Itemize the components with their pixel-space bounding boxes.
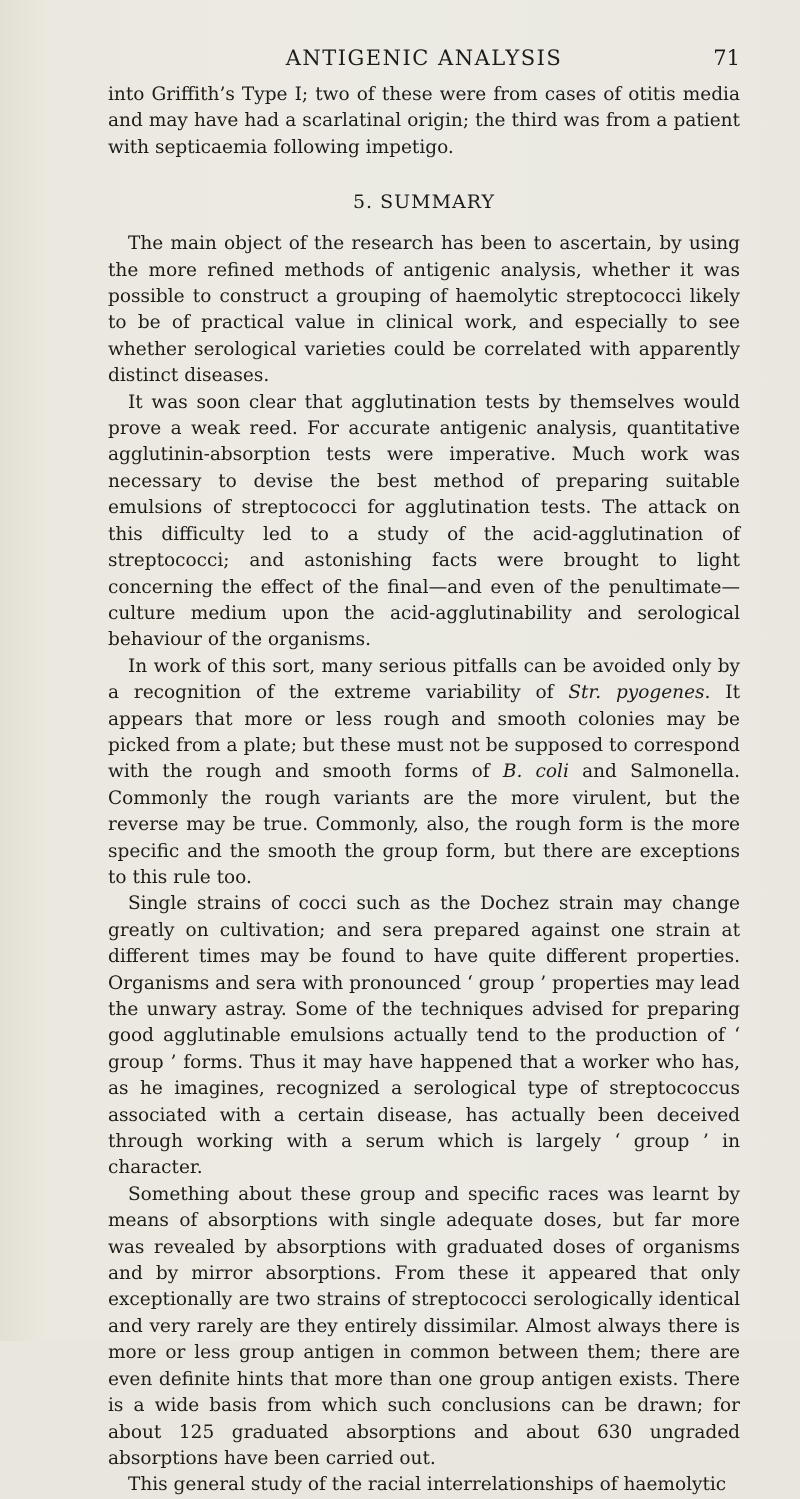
running-head: ANTIGENIC ANALYSIS	[285, 46, 563, 70]
paragraph-text: . It appears that more or less rough and smooth colonies may be picked from a plate; but these must not be supposed to correspond with the rough and smooth forms of	[108, 682, 740, 783]
summary-paragraph-3	[108, 654, 740, 892]
paragraph-text: In work of this sort, many serious pitfalls can be avoided only by a recognition of the extreme variability of	[108, 655, 740, 704]
species-name-italic: B. coli	[502, 761, 569, 783]
summary-paragraph-2: It was soon clear that agglutination tests by themselves would prove a weak reed. For accurate antigenic analysis, quantitative agglutinin-absorption tests were imperative. Much work was necessary to devise the best method of preparing suitable emulsions of streptococci for agglutination tests. The attack on this difficulty led to a study of the acid-agglutination of streptococci; and astonishing facts were brought to light concerning the effect of the final—and even of the penultimate—culture medium upon the acid-agglutinability and serological behaviour of the organisms.	[108, 391, 740, 651]
summary-paragraph-1: The main object of the research has been to ascertain, by using the more refined methods of antigenic analysis, whether it was possible to construct a grouping of haemolytic streptococci likely to be of practical value in clinical work, and especially to see whether serological varieties could be correlated with apparently distinct diseases.	[108, 233, 740, 387]
page-body	[108, 82, 740, 1499]
species-name-italic: Str. pyogenes	[568, 682, 705, 704]
section-heading: 5. SUMMARY	[352, 191, 496, 214]
intro-paragraph: into Griffith’s Type I; two of these were from cases of otitis media and may have had a scarlatinal origin; the third was from a patient with septicaemia following impetigo.	[108, 84, 740, 158]
summary-paragraph-6: This general study of the racial interrelationships of haemolytic	[128, 1474, 727, 1496]
paragraph-text: and Salmonella. Commonly the rough variants are the more virulent, but the reverse may be true. Commonly, also, the rough form is the more specific and the smooth the group form, but there are exceptions to this rule too.	[108, 761, 740, 888]
page-number: 71	[713, 46, 740, 70]
summary-paragraph-4: Single strains of cocci such as the Dochez strain may change greatly on cultivation; and sera prepared against one strain at different times may be found to have quite different properties. Organisms and sera with pronounced ‘ group ’ properties may lead the unwary astray. Some of the techniques advised for preparing good agglutinable emulsions actually tend to the production of ‘ group ’ forms. Thus it may have happened that a worker who has, as he imagines, recognized a serological type of streptococcus associated with a certain disease, has actually been deceived through working with a serum which is largely ‘ group ’ in character.	[108, 893, 740, 1179]
page-header	[108, 46, 740, 78]
summary-paragraph-5: Something about these group and specific races was learnt by means of absorptions with single adequate doses, but far more was revealed by absorptions with graduated doses of organisms and by mirror absorptions. From these it appeared that only exceptionally are two strains of streptococci serologically identical and very rarely are they entirely dissimilar. Almost always there is more or less group antigen in common between them; there are even definite hints that more than one group antigen exists. There is a wide basis from which such conclusions can be drawn; for about 125 graduated absorptions and about 630 ungraded absorptions have been carried out.	[108, 1183, 740, 1469]
